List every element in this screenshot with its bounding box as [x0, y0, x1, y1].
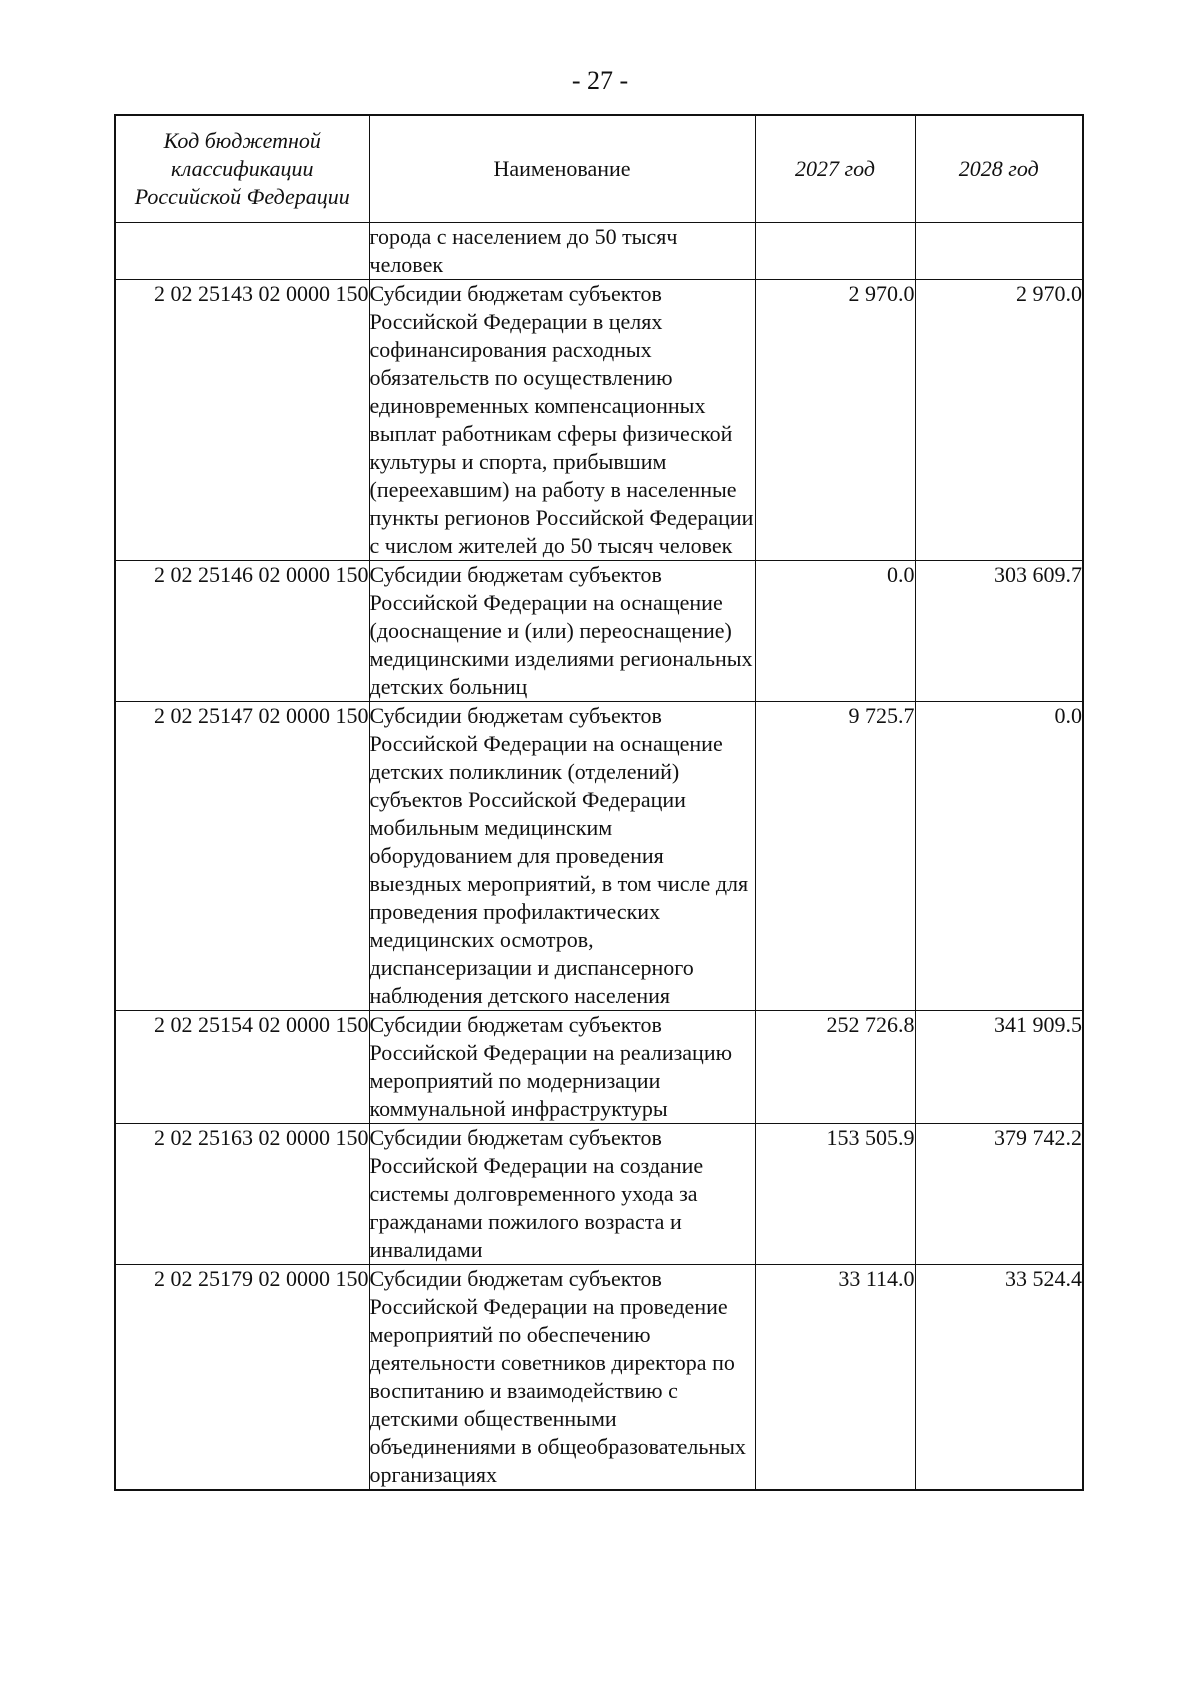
table-row: [115, 223, 1083, 280]
table-row: [115, 561, 1083, 702]
row-value-2028: 2 970.0: [915, 280, 1083, 561]
row-name: Субсидии бюджетам субъектов Российской Федерации на реализацию мероприятий по модернизации коммунальной инфраструктуры: [369, 1011, 755, 1124]
row-code: [115, 223, 369, 280]
row-value-2028: 0.0: [915, 702, 1083, 1011]
table-row: [115, 1011, 1083, 1124]
row-name: Субсидии бюджетам субъектов Российской Федерации на создание системы долговременного ухода за гражданами пожилого возраста и инвалидами: [369, 1124, 755, 1265]
table-row: [115, 280, 1083, 561]
row-code: 2 02 25143 02 0000 150: [115, 280, 369, 561]
row-name: города с населением до 50 тысяч человек: [369, 223, 755, 280]
row-value-2027: 33 114.0: [755, 1265, 915, 1491]
row-code: 2 02 25179 02 0000 150: [115, 1265, 369, 1491]
row-value-2027: [755, 223, 915, 280]
header-year-2028: 2028 год: [915, 115, 1083, 223]
row-name: Субсидии бюджетам субъектов Российской Федерации на оснащение детских поликлиник (отделений) субъектов Российской Федерации мобильным медицинским оборудованием для проведения выездных мероприятий, в том числе для проведения профилактических медицинских осмотров, диспансеризации и диспансерного наблюдения детского населения: [369, 702, 755, 1011]
header-year-2027: 2027 год: [755, 115, 915, 223]
row-name: Субсидии бюджетам субъектов Российской Федерации на оснащение (дооснащение и (или) переоснащение) медицинскими изделиями региональных детских больниц: [369, 561, 755, 702]
row-value-2028: 33 524.4: [915, 1265, 1083, 1491]
row-code: 2 02 25163 02 0000 150: [115, 1124, 369, 1265]
table-row: [115, 702, 1083, 1011]
row-value-2027: 2 970.0: [755, 280, 915, 561]
row-code: 2 02 25154 02 0000 150: [115, 1011, 369, 1124]
table-row: [115, 1124, 1083, 1265]
row-value-2027: 252 726.8: [755, 1011, 915, 1124]
row-value-2028: 341 909.5: [915, 1011, 1083, 1124]
header-name: Наименование: [369, 115, 755, 223]
table-header-row: [115, 115, 1083, 223]
row-value-2027: 0.0: [755, 561, 915, 702]
row-value-2028: 303 609.7: [915, 561, 1083, 702]
row-name: Субсидии бюджетам субъектов Российской Федерации на проведение мероприятий по обеспечению деятельности советников директора по воспитанию и взаимодействию с детскими общественными объединениями в общеобразовательных организациях: [369, 1265, 755, 1491]
row-code: 2 02 25147 02 0000 150: [115, 702, 369, 1011]
header-code: Код бюджетной классификации Российской Федерации: [115, 115, 369, 223]
budget-table: [114, 114, 1084, 1491]
row-name: Субсидии бюджетам субъектов Российской Федерации в целях софинансирования расходных обязательств по осуществлению единовременных компенсационных выплат работникам сферы физической культуры и спорта, прибывшим (переехавшим) на работу в населенные пункты регионов Российской Федерации с числом жителей до 50 тысяч человек: [369, 280, 755, 561]
row-value-2027: 9 725.7: [755, 702, 915, 1011]
page-number: - 27 -: [571, 66, 629, 95]
row-code: 2 02 25146 02 0000 150: [115, 561, 369, 702]
row-value-2027: 153 505.9: [755, 1124, 915, 1265]
table-row: [115, 1265, 1083, 1491]
row-value-2028: 379 742.2: [915, 1124, 1083, 1265]
row-value-2028: [915, 223, 1083, 280]
